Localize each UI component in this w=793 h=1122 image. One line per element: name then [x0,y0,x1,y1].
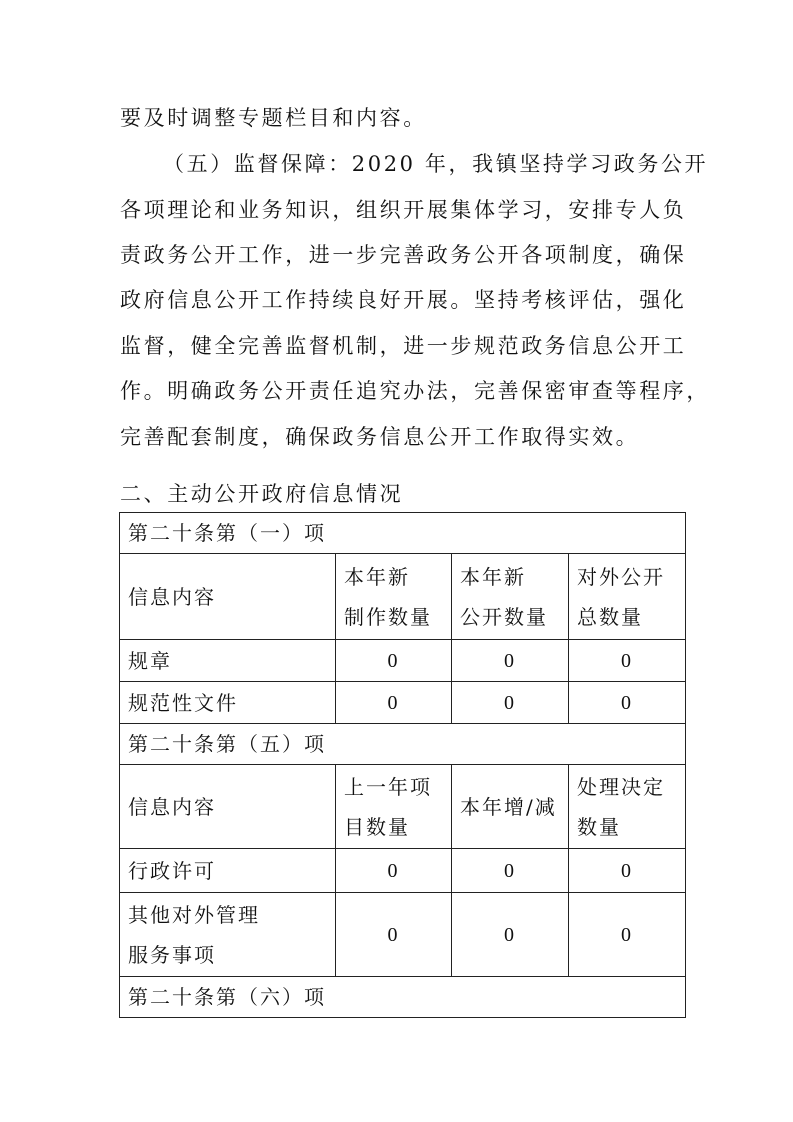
table-row [120,640,686,682]
header-text: 上一年项 [344,774,432,799]
header-text: 目数量 [344,814,410,839]
header-row [120,765,686,849]
header-text: 数量 [577,814,621,839]
table-row [120,682,686,724]
header-cell [452,554,569,640]
header-text: 本年新 [460,564,526,589]
header-label: 信息内容 [120,554,336,640]
paragraph-line: 各项理论和业务知识，组织开展集体学习，安排专人负 [120,198,687,222]
section-row [120,724,686,765]
section-row [120,977,686,1018]
disclosure-table [119,512,686,1018]
row-value: 0 [336,849,452,893]
row-value: 0 [452,682,569,724]
row-value: 0 [452,893,569,977]
section-title: 第二十条第（一）项 [120,513,686,554]
paragraph-line: 政府信息公开工作持续良好开展。坚持考核评估，强化 [120,288,687,312]
header-cell [569,765,686,849]
paragraph-line: 责政务公开工作，进一步完善政务公开各项制度，确保 [120,243,687,267]
header-text: 本年新 [344,564,410,589]
header-text: 本年增/减 [460,794,557,819]
row-label: 行政许可 [120,849,336,893]
header-text: 总数量 [577,604,643,629]
row-label-text: 其他对外管理 [128,902,260,927]
header-text: 处理决定 [577,774,665,799]
section-row [120,513,686,554]
header-text: 公开数量 [460,604,548,629]
header-row [120,554,686,640]
row-value: 0 [452,849,569,893]
row-value: 0 [569,893,686,977]
header-cell [452,765,569,849]
row-label: 规章 [120,640,336,682]
section-title: 第二十条第（六）项 [120,977,686,1018]
header-cell [569,554,686,640]
paragraph-line: 要及时调整专题栏目和内容。 [120,106,427,130]
row-value: 0 [569,849,686,893]
section-title: 第二十条第（五）项 [120,724,686,765]
header-text: 对外公开 [577,564,665,589]
row-value: 0 [336,682,452,724]
table-row [120,893,686,977]
row-label: 规范性文件 [120,682,336,724]
paragraph-line: 监督，健全完善监督机制，进一步规范政务信息公开工 [120,334,687,358]
paragraph-line: （五）监督保障：2020 年，我镇坚持学习政务公开 [163,152,709,176]
row-value: 0 [569,682,686,724]
header-cell [336,765,452,849]
paragraph-line: 作。明确政务公开责任追究办法，完善保密审查等程序， [120,379,710,403]
row-value: 0 [569,640,686,682]
header-cell [336,554,452,640]
row-label [120,893,336,977]
header-text: 制作数量 [344,604,432,629]
row-value: 0 [336,893,452,977]
row-label-text: 服务事项 [128,942,216,967]
row-value: 0 [336,640,452,682]
row-value: 0 [452,640,569,682]
table-row [120,849,686,893]
header-label: 信息内容 [120,765,336,849]
paragraph-line: 完善配套制度，确保政务信息公开工作取得实效。 [120,425,640,449]
section-heading: 二、主动公开政府信息情况 [120,482,404,506]
